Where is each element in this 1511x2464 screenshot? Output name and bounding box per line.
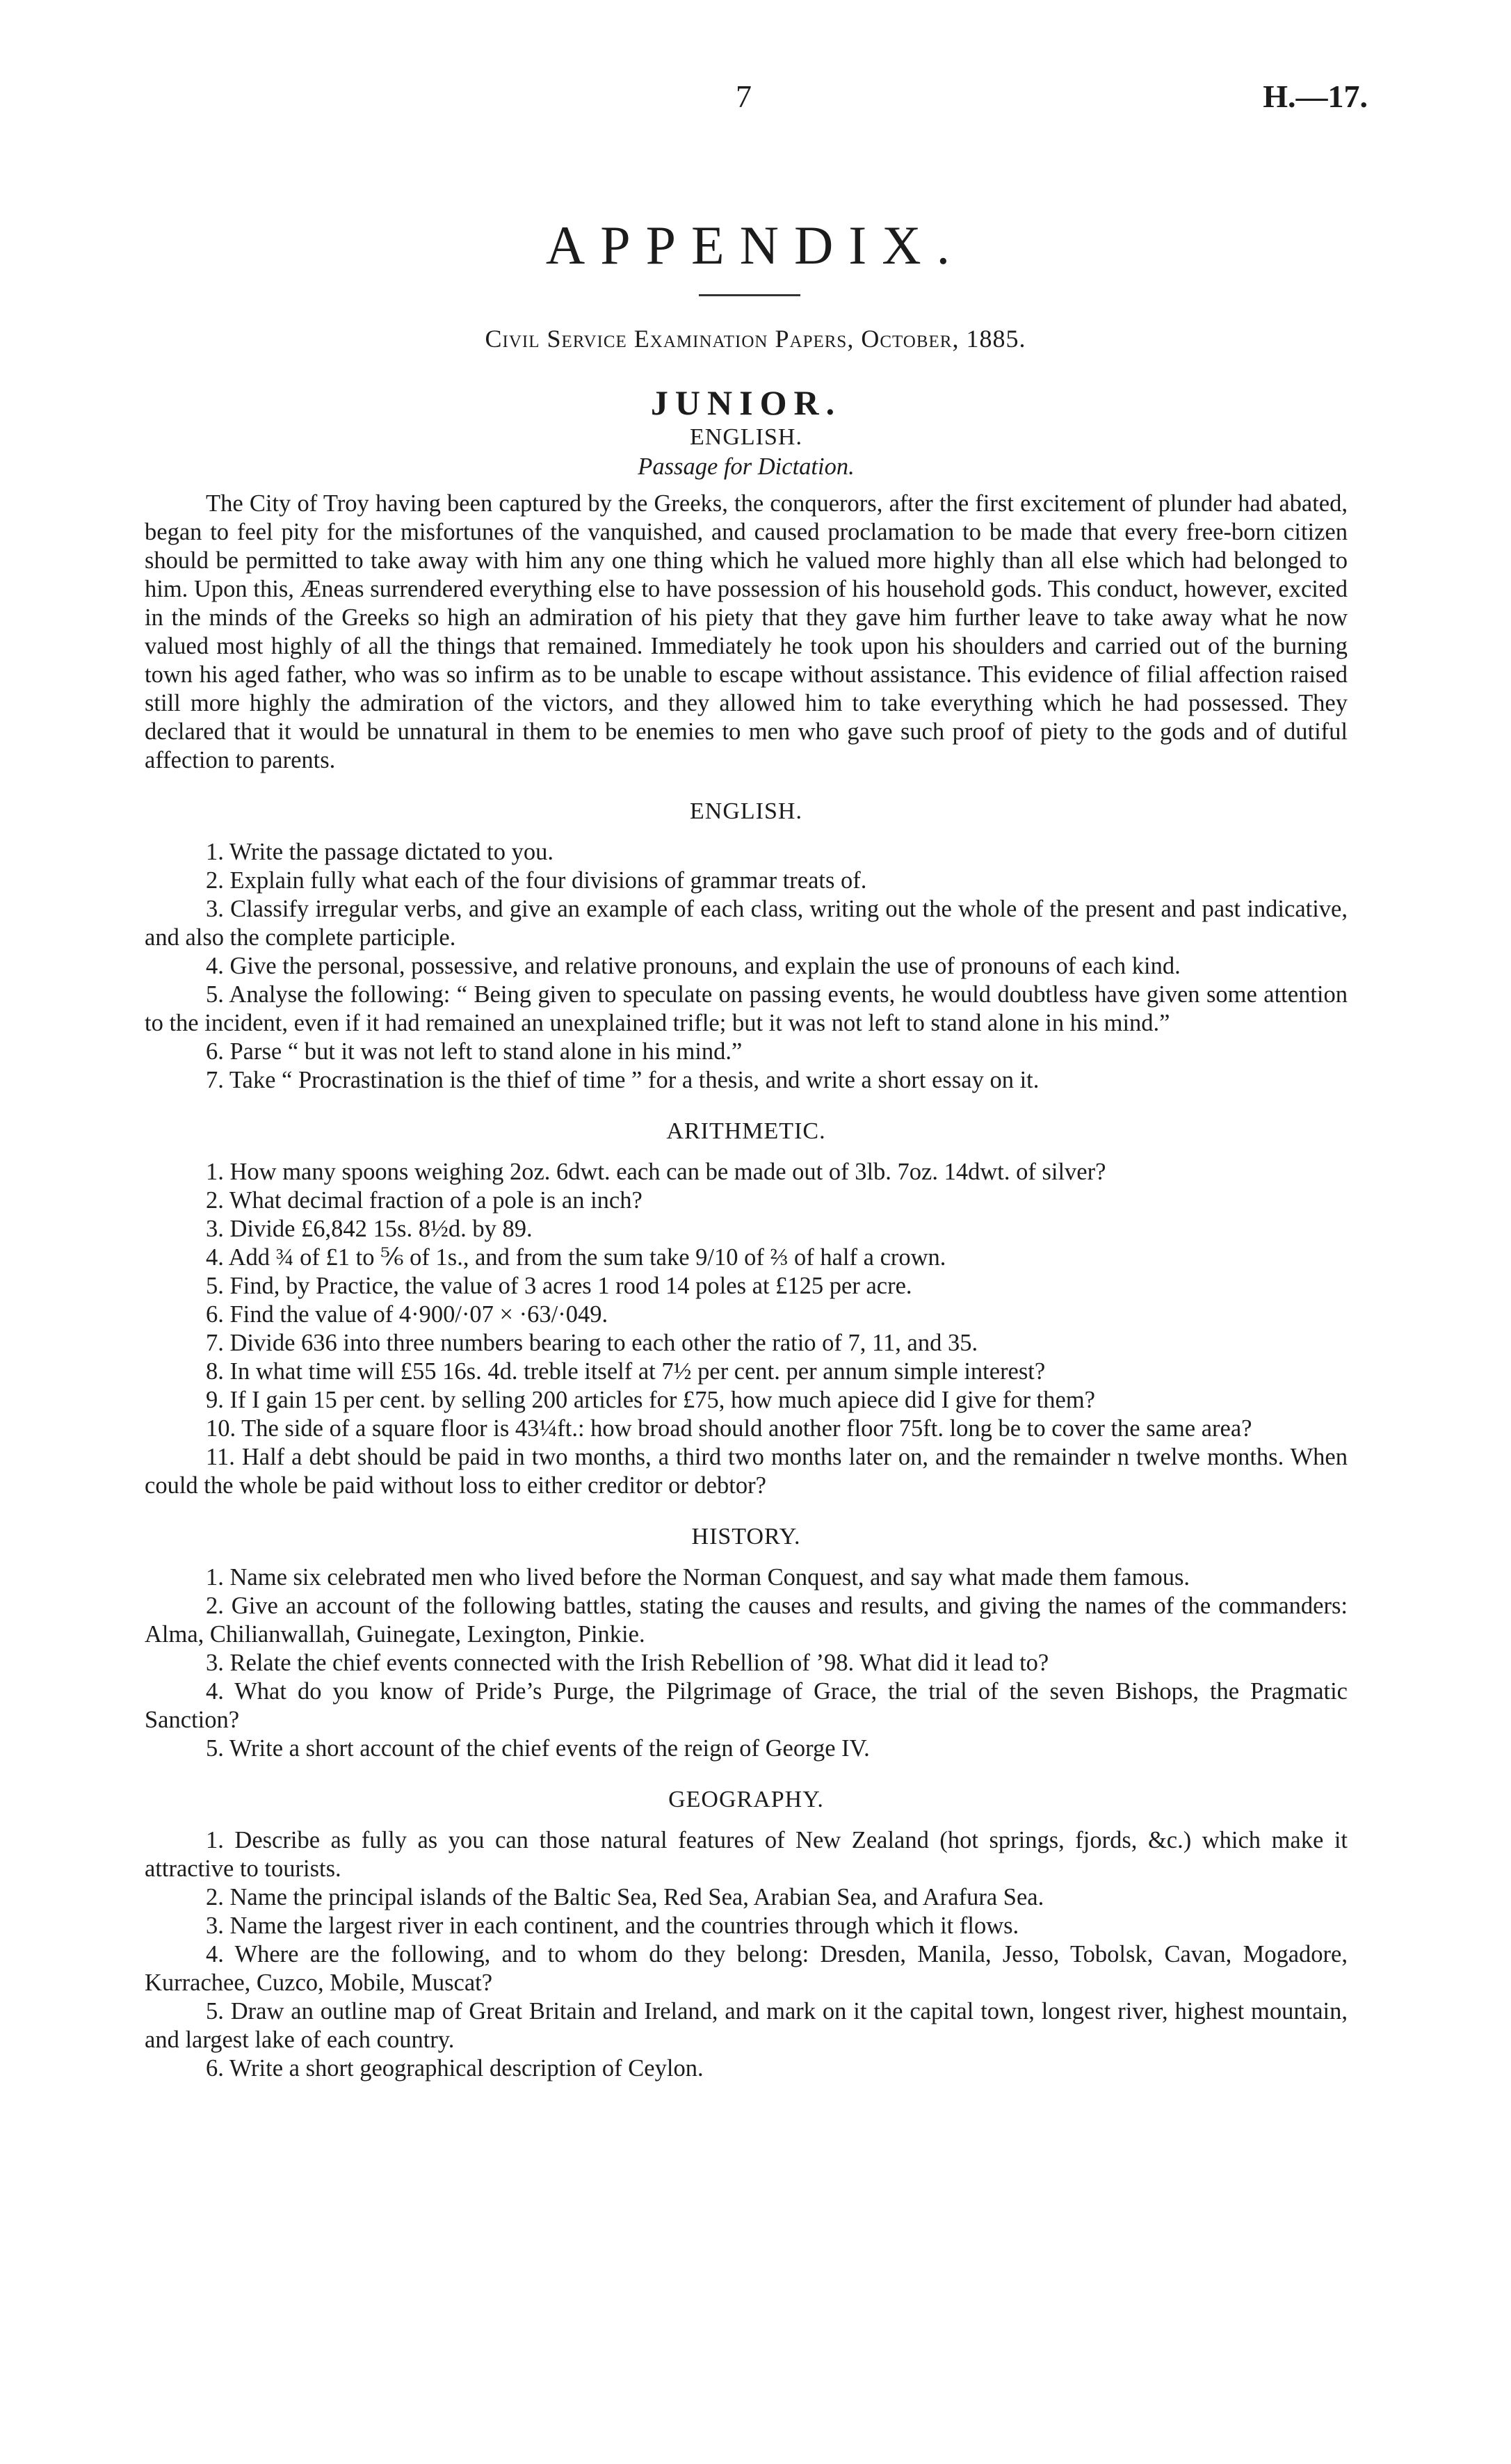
arithmetic-question: 8. In what time will £55 16s. 4d. treble itself at 7½ per cent. per annum simple interest? — [206, 1358, 1046, 1385]
history-question: 2. Give an account of the following battles, stating the causes and results, and giving the names of the commanders: Alma, Chilianwallah, Guinegate, Lexington, Pinkie. — [145, 1593, 1348, 1648]
arithmetic-question: 1. How many spoons weighing 2oz. 6dwt. each can be made out of 3lb. 7oz. 14dwt. of silver? — [206, 1159, 1106, 1185]
english-section — [145, 797, 1348, 1095]
geography-question: 5. Draw an outline map of Great Britain and Ireland, and mark on it the capital town, longest river, highest mountain, and largest lake of each country. — [145, 1998, 1348, 2053]
arithmetic-question: 10. The side of a square floor is 43¼ft.: how broad should another floor 75ft. long be to cover the same area? — [206, 1415, 1252, 1442]
page-number: 7 — [736, 79, 752, 114]
arithmetic-heading: ARITHMETIC. — [666, 1118, 826, 1144]
arithmetic-section — [145, 1117, 1348, 1500]
title-divider — [699, 294, 800, 296]
arithmetic-question: 6. Find the value of 4·900/·07 × ·63/·049. — [206, 1301, 608, 1328]
dictation-passage: The City of Troy having been captured by the Greeks, the conquerors, after the first excitement of plunder had abated, began to feel pity for the misfortunes of the vanquished, and caused proclamation to be made that every free-born citizen should be permitted to take away with him any one thing which he valued more highly than all else which had belonged to him. Upon this, Æneas surrendered everything else to have possession of his household gods. This conduct, however, excited in the minds of the Greeks so high an admiration of his piety that they gave him further leave to take away what he now valued most highly of all the things that remained. Immediately he took upon his shoulders and carried out of the burning town his aged father, who was so infirm as to be unable to escape without assistance. This evidence of filial affection raised still more highly the admiration of the victors, and they allowed him to take everything which he had possessed. They declared that it would be unnatural in them to be enemies to men who gave such proof of piety to the gods and of dutiful affection to parents. — [145, 490, 1348, 773]
history-question: 4. What do you know of Pride’s Purge, the Pilgrimage of Grace, the trial of the seven Bishops, the Pragmatic Sanction? — [145, 1678, 1348, 1733]
geography-question: 6. Write a short geographical description of Ceylon. — [206, 2055, 704, 2081]
history-question: 3. Relate the chief events connected with the Irish Rebellion of ’98. What did it lead to? — [206, 1650, 1049, 1676]
english-question: 2. Explain fully what each of the four divisions of grammar treats of. — [206, 867, 867, 894]
dictation-section — [145, 423, 1348, 775]
english-question: 7. Take “ Procrastination is the thief of time ” for a thesis, and write a short essay on it. — [206, 1067, 1040, 1093]
history-question: 5. Write a short account of the chief events of the reign of George IV. — [206, 1735, 870, 1762]
history-heading: HISTORY. — [691, 1524, 801, 1549]
english-question: 4. Give the personal, possessive, and relative pronouns, and explain the use of pronouns of each kind. — [206, 953, 1181, 979]
document-subtitle: Civil Service Examination Papers, October, 1885. — [485, 325, 1026, 353]
main-content — [145, 383, 1348, 2083]
page-title: APPENDIX. — [545, 215, 966, 275]
english-question: 6. Parse “ but it was not left to stand alone in his mind.” — [206, 1038, 743, 1065]
page-header — [0, 78, 1511, 120]
arithmetic-question: 7. Divide 636 into three numbers bearing to each other the ratio of 7, 11, and 35. — [206, 1330, 978, 1356]
english-heading: ENGLISH. — [690, 798, 802, 824]
document-reference: H.—17. — [1263, 79, 1368, 114]
geography-question: 2. Name the principal islands of the Baltic Sea, Red Sea, Arabian Sea, and Arafura Sea. — [206, 1884, 1044, 1910]
geography-question: 4. Where are the following, and to whom do they belong: Dresden, Manila, Jesso, Tobolsk, Cavan, Mogadore, Kurrachee, Cuzco, Mobile, Muscat? — [145, 1941, 1348, 1996]
dictation-heading: ENGLISH. — [690, 424, 802, 450]
arithmetic-question: 11. Half a debt should be paid in two months, a third two months later on, and the remainder n twelve months. When could the whole be paid without loss to either creditor or debtor? — [145, 1444, 1348, 1499]
history-section — [145, 1522, 1348, 1763]
english-question: 1. Write the passage dictated to you. — [206, 839, 554, 865]
arithmetic-question: 2. What decimal fraction of a pole is an inch? — [206, 1187, 643, 1214]
arithmetic-question: 5. Find, by Practice, the value of 3 acres 1 rood 14 poles at £125 per acre. — [206, 1273, 912, 1299]
arithmetic-question: 9. If I gain 15 per cent. by selling 200 articles for £75, how much apiece did I give for them? — [206, 1387, 1095, 1413]
english-question: 3. Classify irregular verbs, and give an example of each class, writing out the whole of the present and past indicative, and also the complete participle. — [145, 896, 1348, 951]
geography-heading: GEOGRAPHY. — [668, 1787, 824, 1812]
arithmetic-question: 3. Divide £6,842 15s. 8½d. by 89. — [206, 1216, 533, 1242]
history-question: 1. Name six celebrated men who lived before the Norman Conquest, and say what made them famous. — [206, 1564, 1190, 1591]
grade-heading: JUNIOR. — [650, 383, 842, 422]
arithmetic-question: 4. Add ¾ of £1 to ⅚ of 1s., and from the sum take 9/10 of ⅔ of half a crown. — [206, 1244, 946, 1271]
english-question: 5. Analyse the following: “ Being given to speculate on passing events, he would doubtless have given some attention to the incident, even if it had remained an unexplained trifle; but it was not left to stand alone in his mind.” — [145, 981, 1348, 1036]
geography-question: 3. Name the largest river in each continent, and the countries through which it flows. — [206, 1913, 1019, 1939]
geography-section — [145, 1785, 1348, 2083]
geography-question: 1. Describe as fully as you can those natural features of New Zealand (hot springs, fjords, &c.) which make it attractive to tourists. — [145, 1827, 1348, 1882]
dictation-subheading: Passage for Dictation. — [638, 453, 855, 480]
